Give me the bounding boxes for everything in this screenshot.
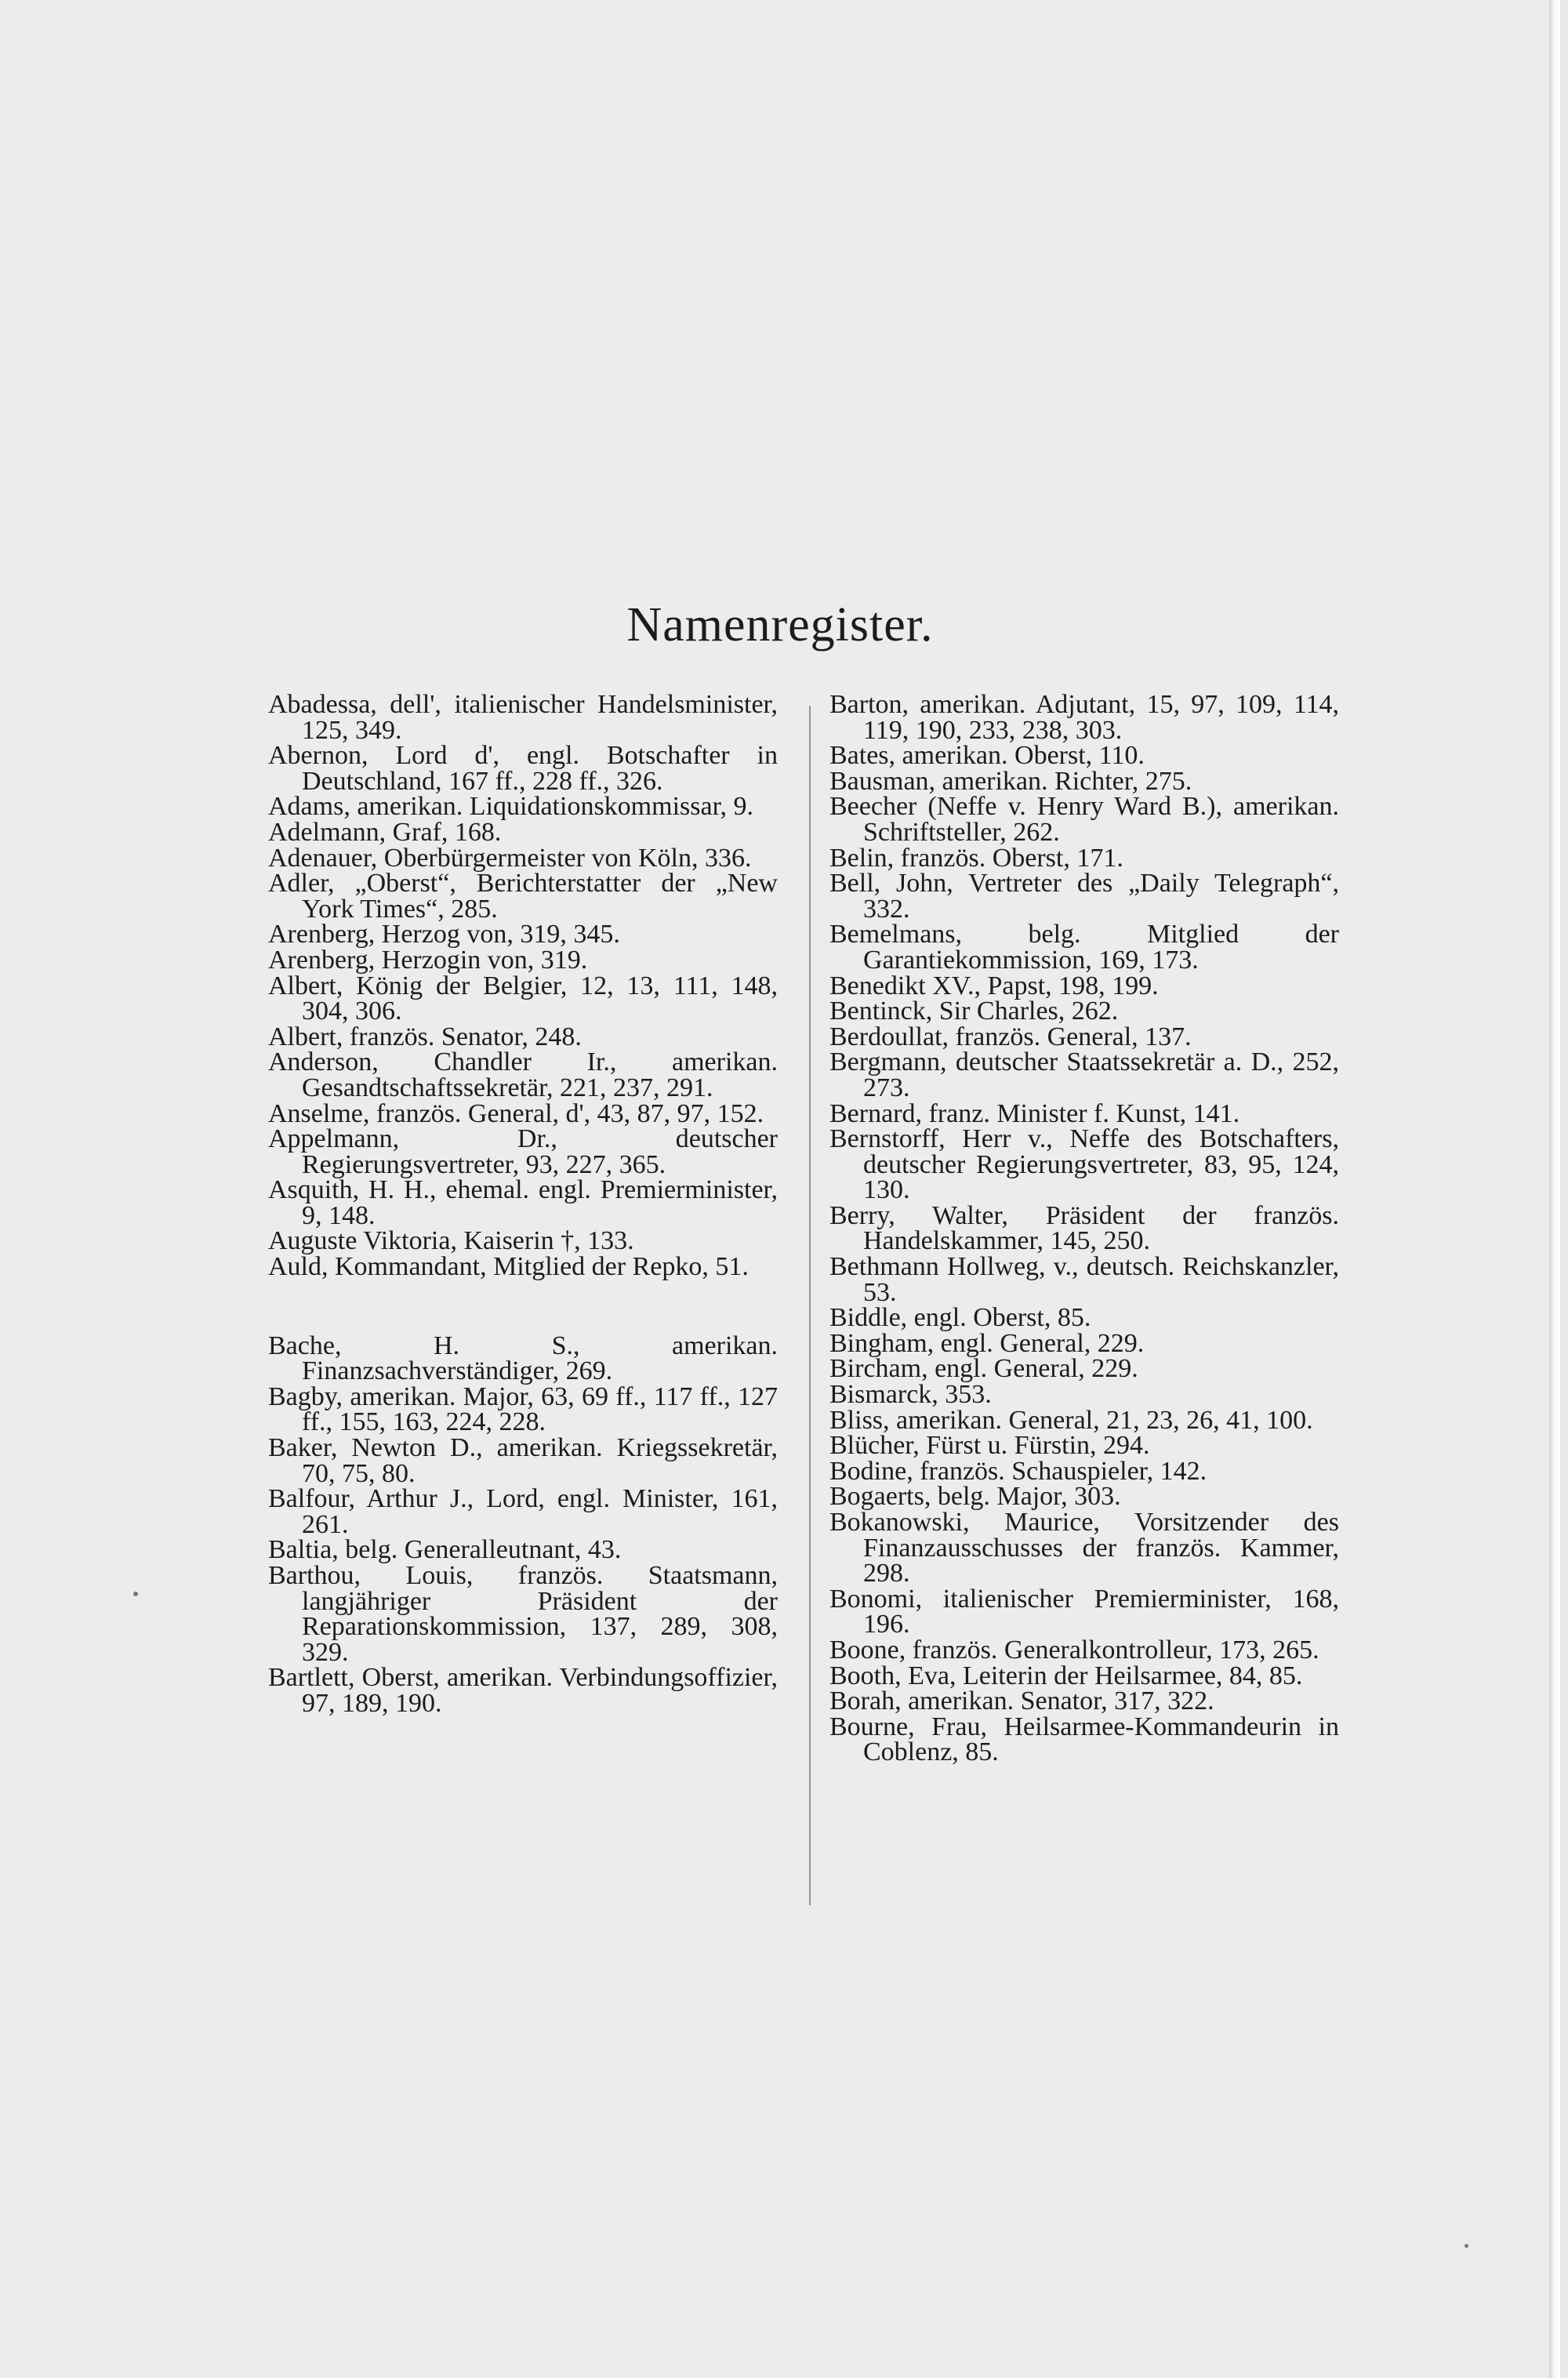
- index-entry: Abadessa, dell', italienischer Handelsminister, 125, 349.: [268, 690, 778, 745]
- index-entry: Bernstorff, Herr v., Neffe des Botschafters, deutscher Regierungsvertreter, 83, 95, 124, 130.: [829, 1124, 1339, 1205]
- index-entry: Bircham, engl. General, 229.: [829, 1354, 1138, 1384]
- index-entry: Barthou, Louis, französ. Staatsmann, langjähriger Präsident der Reparationskommission, 137, 289, 308, 329.: [268, 1561, 778, 1667]
- index-entry: Bogaerts, belg. Major, 303.: [829, 1482, 1121, 1512]
- index-entry: Booth, Eva, Leiterin der Heilsarmee, 84, 85.: [829, 1661, 1303, 1690]
- index-entry: Anderson, Chandler Ir., amerikan. Gesandtschaftssekretär, 221, 237, 291.: [268, 1047, 778, 1102]
- index-entry: Adams, amerikan. Liquidationskommissar, 9.: [268, 792, 754, 822]
- index-entry: Baltia, belg. Generalleutnant, 43.: [268, 1535, 622, 1565]
- index-entry: Bonomi, italienischer Premierminister, 168, 196.: [829, 1584, 1339, 1639]
- scan-speck: [133, 1592, 138, 1596]
- index-entry: Bethmann Hollweg, v., deutsch. Reichskanzler, 53.: [829, 1252, 1339, 1307]
- index-entry: Bache, H. S., amerikan. Finanzsachverständiger, 269.: [268, 1331, 778, 1386]
- index-entry: Blücher, Fürst u. Fürstin, 294.: [829, 1431, 1150, 1461]
- index-entry: Auld, Kommandant, Mitglied der Repko, 51.: [268, 1252, 749, 1282]
- index-entry: Arenberg, Herzogin von, 319.: [268, 945, 588, 975]
- index-entry: Bingham, engl. General, 229.: [829, 1328, 1145, 1358]
- index-entry: Baker, Newton D., amerikan. Kriegssekretär, 70, 75, 80.: [268, 1433, 778, 1488]
- index-entry: Bliss, amerikan. General, 21, 23, 26, 41, 100.: [829, 1405, 1313, 1435]
- index-entry: Appelmann, Dr., deutscher Regierungsvertreter, 93, 227, 365.: [268, 1124, 778, 1179]
- index-entry: Belin, französ. Oberst, 171.: [829, 843, 1123, 873]
- index-entry: Auguste Viktoria, Kaiserin †, 133.: [268, 1226, 634, 1256]
- index-entry: Bartlett, Oberst, amerikan. Verbindungsoffizier, 97, 189, 190.: [268, 1663, 778, 1718]
- index-entry: Adler, „Oberst“, Berichterstatter der „New York Times“, 285.: [268, 869, 778, 924]
- left-column: [268, 692, 778, 1717]
- page-edge: [1549, 0, 1560, 2378]
- index-entry: Asquith, H. H., ehemal. engl. Premierminister, 9, 148.: [268, 1175, 778, 1230]
- index-entry: Berry, Walter, Präsident der französ. Handelskammer, 145, 250.: [829, 1200, 1339, 1256]
- index-entry: Albert, König der Belgier, 12, 13, 111, 148, 304, 306.: [268, 971, 778, 1026]
- index-entry: Berdoullat, französ. General, 137.: [829, 1022, 1192, 1051]
- index-entry: Bokanowski, Maurice, Vorsitzender des Finanzausschusses der französ. Kammer, 298.: [829, 1508, 1339, 1588]
- index-entry: Bemelmans, belg. Mitglied der Garantiekommission, 169, 173.: [829, 920, 1339, 975]
- index-entry: Abernon, Lord d', engl. Botschafter in Deutschland, 167 ff., 228 ff., 326.: [268, 741, 778, 796]
- index-entry: Bausman, amerikan. Richter, 275.: [829, 766, 1192, 796]
- index-entry: Borah, amerikan. Senator, 317, 322.: [829, 1686, 1214, 1716]
- index-entry: Arenberg, Herzog von, 319, 345.: [268, 920, 620, 949]
- index-entry: Bergmann, deutscher Staatssekretär a. D., 252, 273.: [829, 1047, 1339, 1102]
- index-entry: Boone, französ. Generalkontrolleur, 173, 265.: [829, 1635, 1319, 1665]
- index-entry: Balfour, Arthur J., Lord, engl. Minister, 161, 261.: [268, 1484, 778, 1539]
- index-entry: Anselme, französ. General, d', 43, 87, 97, 152.: [268, 1098, 764, 1128]
- index-entry: Bates, amerikan. Oberst, 110.: [829, 741, 1145, 771]
- right-column: [829, 692, 1339, 1766]
- index-entry: Benedikt XV., Papst, 198, 199.: [829, 971, 1159, 1000]
- index-entry: Bentinck, Sir Charles, 262.: [829, 997, 1119, 1026]
- index-entry: Bodine, französ. Schauspieler, 142.: [829, 1456, 1207, 1486]
- index-entry: Bourne, Frau, Heilsarmee-Kommandeurin in Coblenz, 85.: [829, 1712, 1339, 1767]
- column-divider: [809, 706, 811, 1905]
- index-entry: Bagby, amerikan. Major, 63, 69 ff., 117 ff., 127 ff., 155, 163, 224, 228.: [268, 1381, 778, 1437]
- section-gap: [268, 1280, 778, 1334]
- page-title: Namenregister.: [626, 598, 934, 652]
- index-entry: Beecher (Neffe v. Henry Ward B.), amerikan. Schriftsteller, 262.: [829, 792, 1339, 847]
- index-entry: Adelmann, Graf, 168.: [268, 817, 502, 847]
- index-entry: Bell, John, Vertreter des „Daily Telegraph“, 332.: [829, 869, 1339, 924]
- index-entry: Adenauer, Oberbürgermeister von Köln, 336.: [268, 843, 752, 873]
- index-entry: Bismarck, 353.: [829, 1380, 992, 1410]
- index-entry: Biddle, engl. Oberst, 85.: [829, 1303, 1091, 1333]
- index-entry: Barton, amerikan. Adjutant, 15, 97, 109, 114, 119, 190, 233, 238, 303.: [829, 690, 1339, 745]
- index-entry: Bernard, franz. Minister f. Kunst, 141.: [829, 1098, 1240, 1128]
- scan-speck: [1465, 2244, 1468, 2248]
- index-entry: Albert, französ. Senator, 248.: [268, 1022, 582, 1051]
